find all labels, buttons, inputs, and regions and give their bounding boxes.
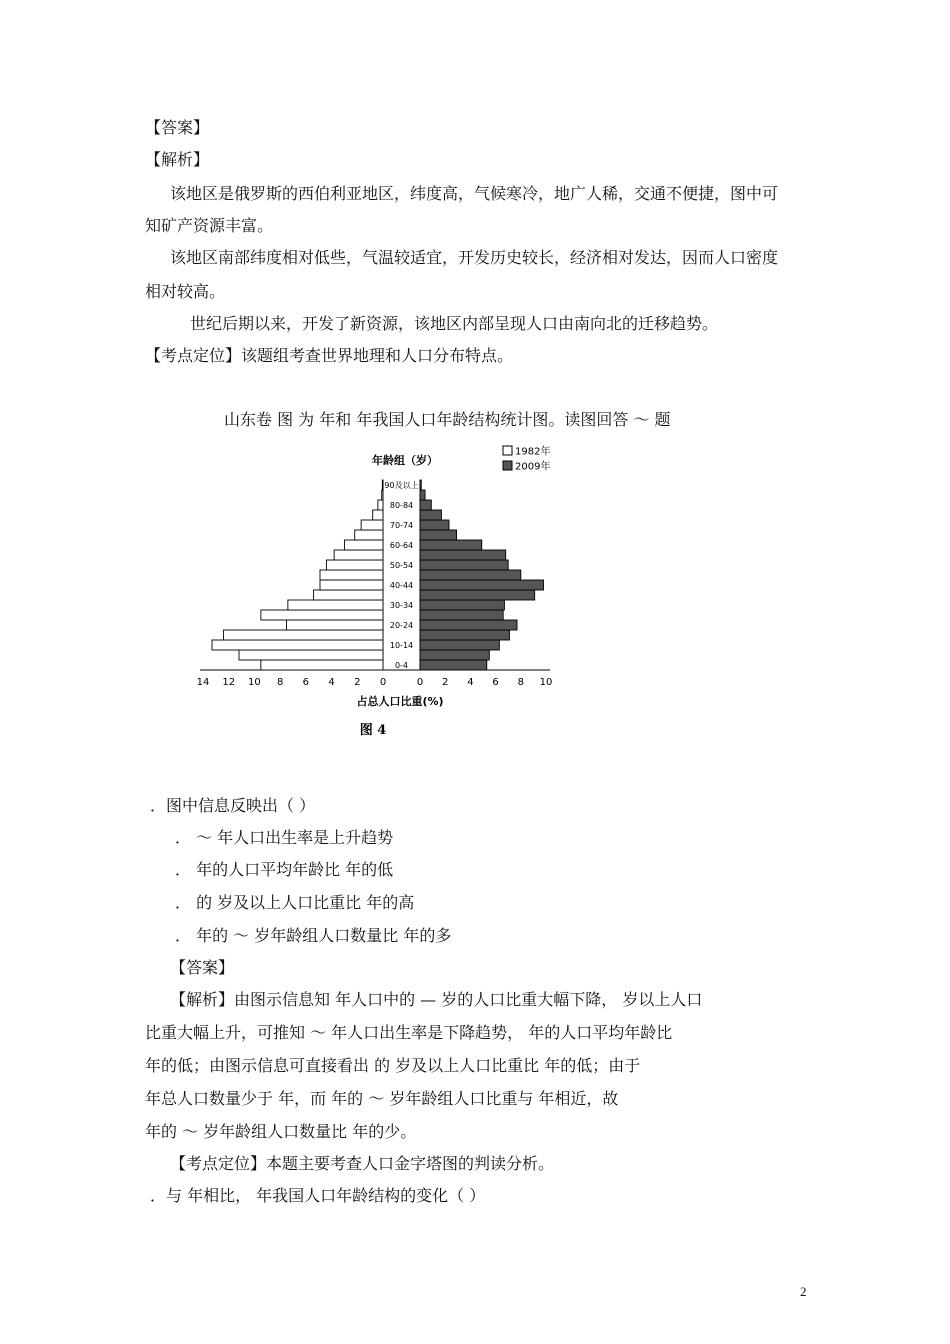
analysis-p2-a: 该地区南部纬度相对低些，气温较适宜，开发历史较长，经济相对发达，因而人口密度 — [170, 248, 779, 267]
age-label-90及以上: 90及以上 — [384, 481, 419, 490]
tick-left-4: 4 — [328, 677, 335, 688]
tick-right-8: 8 — [517, 677, 524, 688]
analysis2-l1: 【解析】由图示信息知 年人口中的 — 岁的人口比重大幅下降， 岁以上人口 — [170, 990, 703, 1009]
bar-right-35-39 — [420, 590, 535, 600]
tick-left-14: 14 — [196, 677, 210, 688]
bar-right-70-74 — [420, 520, 449, 530]
x-axis-label: 占总人口比重(%) — [356, 695, 444, 708]
bar-left-40-44 — [320, 580, 383, 590]
bar-right-85-89 — [420, 490, 425, 500]
bar-left-35-39 — [314, 590, 383, 600]
legend-label-1: 2009年 — [515, 461, 551, 473]
age-label-50-54: 50-54 — [389, 561, 414, 570]
age-label-40-44: 40-44 — [389, 581, 414, 590]
tick-right-0: 0 — [416, 677, 424, 688]
key-point-2: 【考点定位】本题主要考查人口金字塔图的判读分析。 — [170, 1154, 555, 1173]
bar-right-60-64 — [420, 540, 482, 550]
tick-left-8: 8 — [276, 677, 284, 688]
key-point-1: 【考点定位】该题组考查世界地理和人口分布特点。 — [145, 346, 514, 365]
age-label-30-34: 30-34 — [389, 601, 414, 610]
tick-left-0: 0 — [379, 677, 387, 688]
bar-left-65-69 — [355, 530, 383, 540]
option-d: ． 年的 ～ 岁年龄组人口数量比 年的多 — [175, 926, 452, 945]
figure-caption: 图 4 — [359, 723, 387, 738]
question-1: ．图中信息反映出（ ） — [150, 796, 316, 815]
page-number: 2 — [800, 1284, 807, 1299]
tick-left-2: 2 — [354, 677, 361, 688]
bar-right-30-34 — [420, 600, 504, 610]
tick-left-12: 12 — [222, 677, 236, 688]
bar-left-70-74 — [361, 520, 383, 530]
tick-right-2: 2 — [442, 677, 449, 688]
answer-heading-2: 【答案】 — [170, 958, 235, 977]
bar-right-55-59 — [420, 550, 506, 560]
age-label-60-64: 60-64 — [389, 541, 414, 550]
bar-right-15-19 — [420, 630, 509, 640]
population-pyramid-chart — [190, 440, 580, 750]
bar-right-45-49 — [420, 570, 521, 580]
bar-left-60-64 — [344, 540, 383, 550]
bar-left-20-24 — [287, 620, 383, 630]
analysis-p1-b: 知矿产资源丰富。 — [145, 216, 274, 235]
legend-swatch-0 — [503, 446, 512, 455]
bar-left-30-34 — [288, 600, 383, 610]
bar-right-90及以上 — [420, 480, 421, 490]
tick-right-10: 10 — [539, 677, 553, 688]
bar-right-50-54 — [420, 560, 508, 570]
bar-right-25-29 — [420, 610, 503, 620]
bar-right-0-4 — [420, 660, 487, 670]
question-intro: 山东卷 图 为 年和 年我国人口年龄结构统计图。读图回答 ～ 题 — [224, 410, 671, 429]
tick-left-6: 6 — [302, 677, 310, 688]
age-label-80-84: 80-84 — [389, 501, 414, 510]
bar-right-65-69 — [420, 530, 457, 540]
analysis2-l2: 比重大幅上升，可推知 ～ 年人口出生率是下降趋势， 年的人口平均年龄比 — [145, 1023, 673, 1042]
legend-swatch-1 — [503, 461, 512, 470]
question-2: ．与 年相比， 年我国人口年龄结构的变化（ ） — [150, 1186, 486, 1205]
option-a: ． ～ 年人口出生率是上升趋势 — [175, 828, 394, 847]
analysis2-l3: 年的低；由图示信息可直接看出 的 岁及以上人口比重比 年的低；由于 — [145, 1056, 641, 1075]
age-label-0-4: 0-4 — [394, 661, 409, 670]
tick-right-6: 6 — [492, 677, 499, 688]
bar-left-25-29 — [261, 610, 383, 620]
bar-right-40-44 — [420, 580, 543, 590]
bar-right-80-84 — [420, 500, 431, 510]
tick-left-10: 10 — [248, 677, 261, 688]
age-label-10-14: 10-14 — [389, 641, 414, 650]
age-label-20-24: 20-24 — [389, 621, 414, 630]
option-c: ． 的 岁及以上人口比重比 年的高 — [175, 893, 415, 912]
bar-left-50-54 — [326, 560, 383, 570]
answer-heading-1: 【答案】 — [145, 118, 210, 137]
bar-left-5-9 — [239, 650, 383, 660]
bar-left-85-89 — [382, 490, 383, 500]
bar-right-5-9 — [420, 650, 489, 660]
bar-left-0-4 — [261, 660, 383, 670]
y-axis-title: 年龄组（岁） — [372, 454, 438, 467]
bar-left-10-14 — [212, 640, 383, 650]
bar-left-80-84 — [378, 500, 383, 510]
bar-left-90及以上 — [382, 480, 383, 490]
bar-right-10-14 — [420, 640, 499, 650]
option-b: ． 年的人口平均年龄比 年的低 — [175, 860, 394, 879]
analysis2-l5: 年的 ～ 岁年龄组人口数量比 年的少。 — [145, 1122, 417, 1141]
analysis-p3: 世纪后期以来，开发了新资源，该地区内部呈现人口由南向北的迁移趋势。 — [190, 314, 719, 333]
bar-left-55-59 — [334, 550, 383, 560]
bar-left-45-49 — [320, 570, 383, 580]
bar-right-75-79 — [420, 510, 441, 520]
legend-label-0: 1982年 — [515, 446, 551, 458]
tick-right-4: 4 — [467, 677, 474, 688]
analysis2-l4: 年总人口数量少于 年，而 年的 ～ 岁年龄组人口比重与 年相近，故 — [145, 1089, 619, 1108]
age-label-70-74: 70-74 — [389, 521, 414, 530]
analysis-p2-b: 相对较高。 — [145, 282, 226, 301]
bar-right-20-24 — [420, 620, 517, 630]
bar-left-15-19 — [224, 630, 383, 640]
analysis-p1-a: 该地区是俄罗斯的西伯利亚地区，纬度高，气候寒冷，地广人稀，交通不便捷，图中可 — [170, 184, 779, 203]
pyramid-svg — [190, 440, 580, 750]
analysis-heading-1: 【解析】 — [145, 150, 210, 169]
bar-left-75-79 — [373, 510, 383, 520]
